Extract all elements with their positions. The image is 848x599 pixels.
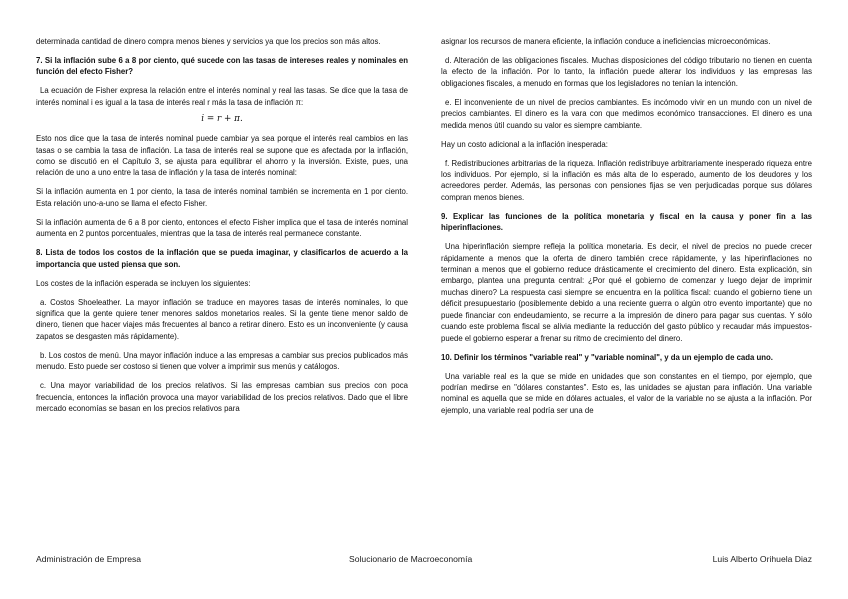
footer-left: Administración de Empresa (36, 554, 142, 564)
paragraph: determinada cantidad de dinero compra menos bienes y servicios ya que los precios son más altos. (36, 37, 381, 46)
right-column (441, 36, 812, 424)
fisher-equation: i = r + π. (201, 113, 243, 124)
list-item: f. Redistribuciones arbitrarias de la riqueza. Inflación redistribuye arbitrariamente inesperado riqueza entre los individuos. Por ejemplo, si la inflación es más alta de lo esperado, aumento de los deudores y los acreedores perder. Además, las personas con pensiones fijas se ven perjudicadas porque sus dólares compran menos bienes. (441, 158, 812, 202)
paragraph: La ecuación de Fisher expresa la relación entre el interés nominal y real las tasas. Se dice que la tasa de interés nominal i es igual a la tasa de interés real r más la tasa de inflación π: (36, 86, 408, 107)
paragraph: asignar los recursos de manera eficiente, la inflación conduce a ineficiencias microeconómicas. (441, 37, 771, 46)
paragraph: Los costes de la inflación esperada se incluyen los siguientes: (36, 278, 251, 288)
left-column (36, 36, 408, 422)
list-item: d. Alteración de las obligaciones fiscales. Muchas disposiciones del código tributario no tienen en cuenta la efecto de la inflación. Por lo tanto, la inflación puede alterar los individuos y las empresas las obligaciones fiscales, a menudo en formas que los legisladores no tenían la intención. (441, 56, 812, 88)
paragraph: Una variable real es la que se mide en unidades que son constantes en el tiempo, por ejemplo, que podrían medirse en "dólares constantes". Esto es, las unidades se ajustan para inflación. Una variable nominal es aquella que se mide en dólares actuales, el valor de la variable no se ajusta a la inflación. Por ejemplo, una variable real podría ser una de (441, 371, 812, 415)
footer-right: Luis Alberto Orihuela Diaz (712, 554, 812, 564)
list-item: a. Costos Shoeleather. La mayor inflación se traduce en mayores tasas de interés nominales, lo que significa que la gente quiere tener menores saldos monetarios reales. Si la gente tiene menor saldo de dinero, tienen que hacer viajes más frecuentes al banco a retirar dinero. Esto es un inconveniente (y causa zapatos se desgasten más rápidamente). (36, 297, 408, 341)
footer-center: Solucionario de Macroeconomía (349, 554, 473, 564)
question-8-heading: 8. Lista de todos los costos de la inflación que se pueda imaginar, y clasificarlos de acuerdo a la importancia que usted piensa que son. (36, 248, 408, 269)
paragraph: Una hiperinflación siempre refleja la política monetaria. Es decir, el nivel de precios no puede crecer rápidamente a menos que la oferta de dinero también crece rápidamente, y las hiperinflaciones no terminan a menos que el gobierno reduce drásticamente el crecimiento del dinero. Esta explicación, sin embargo, plantea una pregunta central: ¿Por qué el gobierno de comenzar y luego dejar de imprimir muchas dinero? La respuesta casi siempre se encuentra en la política fiscal: cuando el gobierno tiene un déficit presupuestario (posiblemente debido a una reciente guerra o algún otro evento importante) que no puede financiar con endeudamiento, se recurre a la impresión de dinero para pagar sus cuentas. Y sólo cuando este problema fiscal se alivia mediante la reducción del gasto público y recaudar más impuestos-puede el gobierno esperar a frenar su ritmo de crecimiento del dinero. (441, 242, 812, 343)
question-7-heading: 7. Si la inflación sube 6 a 8 por ciento, qué sucede con las tasas de intereses reales y nominales en función del efecto Fisher? (36, 56, 408, 77)
list-item: c. Una mayor variabilidad de los precios relativos. Si las empresas cambian sus precios con poca frecuencia, entonces la inflación provoca una mayor variabilidad de los precios relativos. Dado que el libre mercado economías se basan en los precios relativos para (36, 381, 408, 414)
question-10-heading: 10. Definir los términos "variable real" y "variable nominal", y da un ejemplo de cada uno. (441, 352, 773, 362)
paragraph: Hay un costo adicional a la inflación inesperada: (441, 139, 608, 149)
question-9-heading: 9. Explicar las funciones de la política monetaria y fiscal en la causa y poner fin a las hiperinflaciones. (441, 211, 812, 233)
list-item: b. Los costos de menú. Una mayor inflación induce a las empresas a cambiar sus precios publicados más menudo. Esto puede ser costoso si tienen que volver a imprimir sus menús y catálogos. (36, 350, 408, 372)
page-footer (36, 554, 812, 566)
list-item: e. El inconveniente de un nivel de precios cambiantes. Es incómodo vivir en un mundo con un nivel de precios cambiantes. El dinero es la vara con que medimos económico transacciones. El dinero es una medida menos útil cuando su valor es siempre cambiante. (441, 97, 812, 130)
paragraph: Si la inflación aumenta en 1 por ciento, la tasa de interés nominal también se incrementa en 1 por ciento. Esta relación uno-a-uno se llama el efecto Fisher. (36, 187, 408, 208)
paragraph: Esto nos dice que la tasa de interés nominal puede cambiar ya sea porque el interés real cambios en las tasas o se cambia la tasa de inflación. La tasa de interés real se supone que es afectada por la inflación, como se discutió en el Capítulo 3, se ajusta para equilibrar el ahorro y la inversión. Existe, pues, una relación de uno a uno entre la tasa de inflación y la tasa de interés nominal: (36, 134, 408, 178)
paragraph: Si la inflación aumenta de 6 a 8 por ciento, entonces el efecto Fisher implica que el tasa de interés nominal aumenta en 2 puntos porcentuales, mientras que la tasa de interés real permanece constante. (36, 217, 408, 239)
